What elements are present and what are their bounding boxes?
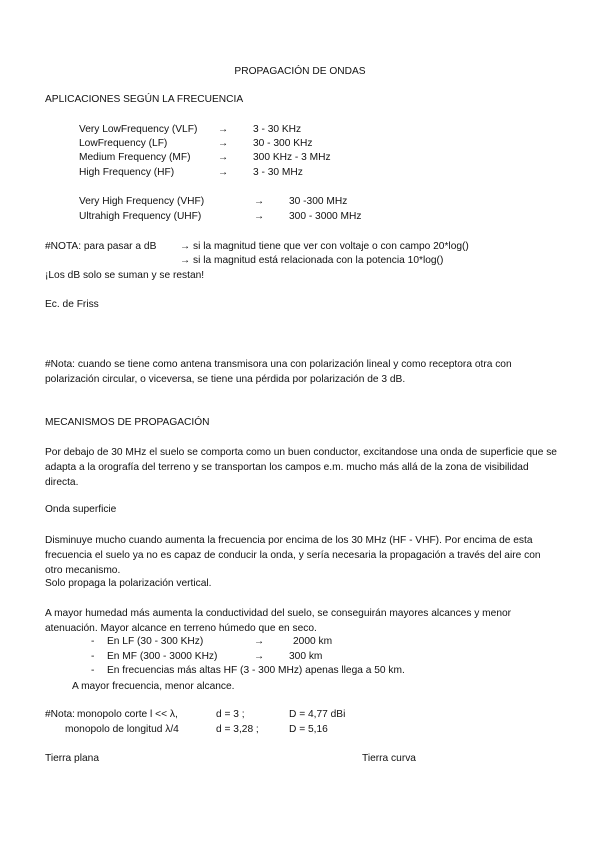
paragraph-polarizacion-vertical: Solo propaga la polarización vertical. (45, 578, 212, 589)
arrow-icon: → (254, 651, 265, 662)
nota-db-label: #NOTA: para pasar a dB (45, 241, 157, 252)
monopolo-lambda4: monopolo de longitud λ/4 (65, 724, 179, 735)
band-name: Very LowFrequency (VLF) (79, 124, 198, 135)
bullet-text: En frecuencias más altas HF (3 - 300 MHz) apenas llega a 50 km. (107, 665, 405, 676)
monopolo-lambda4-directividad: D = 5,16 (289, 724, 328, 735)
band-name: Very High Frequency (VHF) (79, 196, 205, 207)
monopolo-corte-directividad: D = 4,77 dBi (289, 709, 346, 720)
bullet-text: En MF (300 - 3000 KHz) (107, 651, 218, 662)
page-title: PROPAGACIÓN DE ONDAS (234, 66, 366, 77)
nota-db-line1: → si la magnitud tiene que ver con voltaje o con campo 20*log() (180, 241, 469, 252)
bullet-text: En LF (30 - 300 KHz) (107, 636, 204, 647)
nota-db-line2: → si la magnitud está relacionada con la potencia 10*log() (180, 255, 444, 266)
sub-heading-onda-superficie: Onda superficie (45, 504, 117, 515)
bullet-value: 300 km (289, 651, 323, 662)
band-range: 30 - 300 KHz (253, 138, 313, 149)
nota-db-line3: ¡Los dB solo se suman y se restan! (45, 270, 205, 281)
band-range: 30 -300 MHz (289, 196, 348, 207)
bullet-dash: - (91, 636, 95, 647)
arrow-icon: → (254, 636, 265, 647)
section-heading-aplicaciones: APLICACIONES SEGÚN LA FRECUENCIA (45, 94, 244, 105)
arrow-icon: → (254, 211, 265, 222)
bullet-dash: - (91, 651, 95, 662)
bullet-value: 2000 km (293, 636, 333, 647)
friss-heading: Ec. de Friss (45, 299, 99, 310)
band-range: 3 - 30 MHz (253, 167, 303, 178)
paragraph-humedad: A mayor humedad más aumenta la conductividad del suelo, se conseguirán mayores alcances y menor atenuación. Mayor alcance en terreno húmedo que en seco. (45, 608, 512, 634)
section-heading-mecanismos: MECANISMOS DE PROPAGACIÓN (45, 417, 210, 428)
nota-polarizacion: #Nota: cuando se tiene como antena transmisora una con polarización lineal y como receptora otra con polarización circular, o viceversa, se tiene una pérdida por polarización de 3 dB. (45, 359, 512, 385)
band-range: 300 KHz - 3 MHz (253, 152, 331, 163)
paragraph-disminuye: Disminuye mucho cuando aumenta la frecuencia por encima de los 30 MHz (HF - VHF). Por encima de esta frecuencia el suelo ya no es capaz de conducir la onda, y sería necesaria la propagación a través del aire con otro mecanismo. (45, 535, 541, 576)
tierra-plana-label: Tierra plana (45, 753, 99, 764)
nota-monopolo-label: #Nota: (45, 709, 76, 720)
paragraph-suelo: Por debajo de 30 MHz el suelo se comporta como un buen conductor, excitandose una onda de superficie que se adapta a la orografía del terreno y se transportan los campos e.m. mucho más allá de la zona de visibilidad directa. (45, 447, 557, 488)
bullet-dash: - (91, 665, 95, 676)
band-name: Ultrahigh Frequency (UHF) (79, 211, 202, 222)
arrow-icon: → (254, 196, 265, 207)
monopolo-lambda4-d: d = 3,28 ; (216, 724, 259, 735)
monopolo-corte-d: d = 3 ; (216, 709, 245, 720)
band-name: LowFrequency (LF) (79, 138, 168, 149)
band-range: 3 - 30 KHz (253, 124, 302, 135)
arrow-icon: → (218, 152, 229, 163)
tierra-curva-label: Tierra curva (362, 753, 416, 764)
band-name: High Frequency (HF) (79, 167, 175, 178)
arrow-icon: → (218, 124, 229, 135)
conclusion-alcance: A mayor frecuencia, menor alcance. (72, 681, 235, 692)
arrow-icon: → (218, 167, 229, 178)
band-name: Medium Frequency (MF) (79, 152, 191, 163)
arrow-icon: → (218, 138, 229, 149)
monopolo-corte: monopolo corte l << λ, (77, 709, 178, 720)
band-range: 300 - 3000 MHz (289, 211, 362, 222)
